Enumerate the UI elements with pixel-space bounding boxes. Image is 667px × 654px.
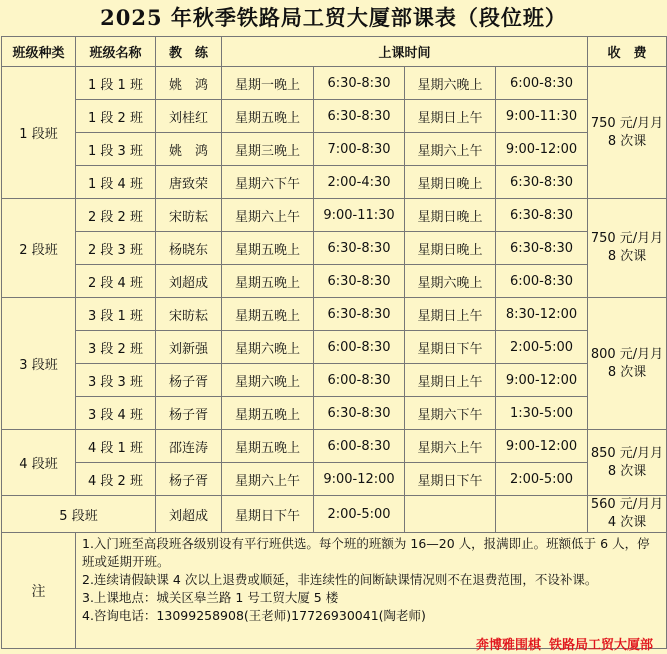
session2-time: 9:00-12:00 <box>496 430 588 463</box>
session1-day: 星期五晚上 <box>222 232 314 265</box>
header-fee: 收 费 <box>588 37 667 67</box>
coach-name: 宋昉耘 <box>156 199 222 232</box>
class-row <box>2 166 667 199</box>
notes-content <box>76 533 667 649</box>
coach-name: 杨晓东 <box>156 232 222 265</box>
level5-label: 5 段班 <box>2 496 156 533</box>
session2-time: 6:00-8:30 <box>496 67 588 100</box>
session1-time: 7:00-8:30 <box>314 133 405 166</box>
header-schedule: 上课时间 <box>222 37 588 67</box>
class-name: 1 段 2 班 <box>76 100 156 133</box>
coach-name: 唐致荣 <box>156 166 222 199</box>
level5-empty-time <box>496 496 588 533</box>
class-row <box>2 232 667 265</box>
class-row <box>2 100 667 133</box>
class-name: 2 段 4 班 <box>76 265 156 298</box>
session1-day: 星期五晚上 <box>222 298 314 331</box>
header-category: 班级种类 <box>2 37 76 67</box>
group-fee: 800 元/月月 8 次课 <box>588 298 667 430</box>
session1-time: 6:30-8:30 <box>314 100 405 133</box>
class-row <box>2 364 667 397</box>
coach-name: 杨子胥 <box>156 463 222 496</box>
session1-time: 6:00-8:30 <box>314 331 405 364</box>
header-row <box>2 37 667 67</box>
class-name: 4 段 1 班 <box>76 430 156 463</box>
coach-name: 宋昉耘 <box>156 298 222 331</box>
class-row <box>2 397 667 430</box>
class-name: 3 段 3 班 <box>76 364 156 397</box>
coach-name: 刘桂红 <box>156 100 222 133</box>
session1-time: 6:30-8:30 <box>314 298 405 331</box>
session2-time: 6:30-8:30 <box>496 199 588 232</box>
coach-name: 杨子胥 <box>156 397 222 430</box>
note-line-4: 4.咨询电话：13099258908(王老师)17726930041(陶老师) <box>82 608 426 623</box>
session2-time: 6:30-8:30 <box>496 166 588 199</box>
session1-time: 6:00-8:30 <box>314 430 405 463</box>
class-name: 3 段 2 班 <box>76 331 156 364</box>
schedule-table <box>1 36 667 649</box>
session1-day: 星期六上午 <box>222 199 314 232</box>
class-row <box>2 67 667 100</box>
coach-name: 刘超成 <box>156 265 222 298</box>
session2-day: 星期日晚上 <box>405 166 496 199</box>
group-fee: 750 元/月月 8 次课 <box>588 199 667 298</box>
group-fee: 750 元/月月 8 次课 <box>588 67 667 199</box>
group-label: 1 段班 <box>2 67 76 199</box>
note-line-1: 1.入门班至高段班各级别设有平行班供选。每个班的班额为 16—20 人，报满即止。班额低于 6 人，停班或延期开班。 <box>82 536 650 569</box>
notes-label: 注 <box>2 533 76 649</box>
session2-day: 星期六晚上 <box>405 67 496 100</box>
class-row <box>2 430 667 463</box>
session2-day: 星期六上午 <box>405 133 496 166</box>
notes-row <box>2 533 667 649</box>
coach-name: 刘新强 <box>156 331 222 364</box>
session2-day: 星期日上午 <box>405 364 496 397</box>
session2-day: 星期日晚上 <box>405 199 496 232</box>
class-name: 2 段 2 班 <box>76 199 156 232</box>
footer-brand <box>476 634 653 653</box>
session2-time: 9:00-12:00 <box>496 364 588 397</box>
coach-name: 杨子胥 <box>156 364 222 397</box>
session2-day: 星期日晚上 <box>405 232 496 265</box>
class-name: 2 段 3 班 <box>76 232 156 265</box>
footer-branch-name: 铁路局工贸大厦部 <box>548 638 653 653</box>
session1-time: 2:00-4:30 <box>314 166 405 199</box>
session1-time: 9:00-12:00 <box>314 463 405 496</box>
session1-time: 6:00-8:30 <box>314 364 405 397</box>
session1-time: 9:00-11:30 <box>314 199 405 232</box>
level5-fee: 560 元/月月 4 次课 <box>588 496 667 533</box>
schedule-body <box>2 67 667 649</box>
session2-day: 星期日上午 <box>405 298 496 331</box>
header-class-name: 班级名称 <box>76 37 156 67</box>
session2-day: 星期日上午 <box>405 100 496 133</box>
class-name: 3 段 4 班 <box>76 397 156 430</box>
class-name: 1 段 1 班 <box>76 67 156 100</box>
class-row <box>2 265 667 298</box>
coach-name: 邵连涛 <box>156 430 222 463</box>
session1-day: 星期五晚上 <box>222 430 314 463</box>
class-row <box>2 331 667 364</box>
session1-day: 星期六晚上 <box>222 364 314 397</box>
group-label: 3 段班 <box>2 298 76 430</box>
level5-empty-day <box>405 496 496 533</box>
session2-day: 星期六上午 <box>405 430 496 463</box>
session2-day: 星期六下午 <box>405 397 496 430</box>
session2-time: 6:00-8:30 <box>496 265 588 298</box>
session1-day: 星期五晚上 <box>222 265 314 298</box>
session2-time: 9:00-11:30 <box>496 100 588 133</box>
class-name: 4 段 2 班 <box>76 463 156 496</box>
group-label: 2 段班 <box>2 199 76 298</box>
note-line-3: 3.上课地点：城关区皋兰路 1 号工贸大厦 5 楼 <box>82 590 339 605</box>
session1-day: 星期六下午 <box>222 166 314 199</box>
session1-day: 星期一晚上 <box>222 67 314 100</box>
session2-time: 2:00-5:00 <box>496 463 588 496</box>
level5-row <box>2 496 667 533</box>
session1-day: 星期五晚上 <box>222 100 314 133</box>
session1-time: 6:30-8:30 <box>314 232 405 265</box>
session2-day: 星期日下午 <box>405 331 496 364</box>
class-row <box>2 298 667 331</box>
session2-time: 1:30-5:00 <box>496 397 588 430</box>
class-name: 1 段 3 班 <box>76 133 156 166</box>
session2-time: 8:30-12:00 <box>496 298 588 331</box>
session2-time: 9:00-12:00 <box>496 133 588 166</box>
level5-coach: 刘超成 <box>156 496 222 533</box>
level5-time1: 2:00-5:00 <box>314 496 405 533</box>
coach-name: 姚 鸿 <box>156 133 222 166</box>
class-name: 3 段 1 班 <box>76 298 156 331</box>
note-line-2: 2.连续请假缺课 4 次以上退费或顺延，非连续性的间断缺课情况则不在退费范围，不设补课。 <box>82 572 598 587</box>
footer-brand-name: 奔博雅围棋 <box>475 638 541 653</box>
page-title: 2025 年秋季铁路局工贸大厦部课表（段位班） <box>100 5 567 30</box>
session1-time: 6:30-8:30 <box>314 67 405 100</box>
session1-time: 6:30-8:30 <box>314 397 405 430</box>
session1-time: 6:30-8:30 <box>314 265 405 298</box>
level5-day1: 星期日下午 <box>222 496 314 533</box>
group-label: 4 段班 <box>2 430 76 496</box>
session1-day: 星期三晚上 <box>222 133 314 166</box>
session1-day: 星期六晚上 <box>222 331 314 364</box>
session2-day: 星期日下午 <box>405 463 496 496</box>
class-name: 1 段 4 班 <box>76 166 156 199</box>
class-row <box>2 133 667 166</box>
session2-time: 6:30-8:30 <box>496 232 588 265</box>
header-coach: 教 练 <box>156 37 222 67</box>
coach-name: 姚 鸿 <box>156 67 222 100</box>
class-row <box>2 199 667 232</box>
group-fee: 850 元/月月 8 次课 <box>588 430 667 496</box>
session1-day: 星期五晚上 <box>222 397 314 430</box>
class-row <box>2 463 667 496</box>
session2-time: 2:00-5:00 <box>496 331 588 364</box>
session2-day: 星期六晚上 <box>405 265 496 298</box>
session1-day: 星期六上午 <box>222 463 314 496</box>
